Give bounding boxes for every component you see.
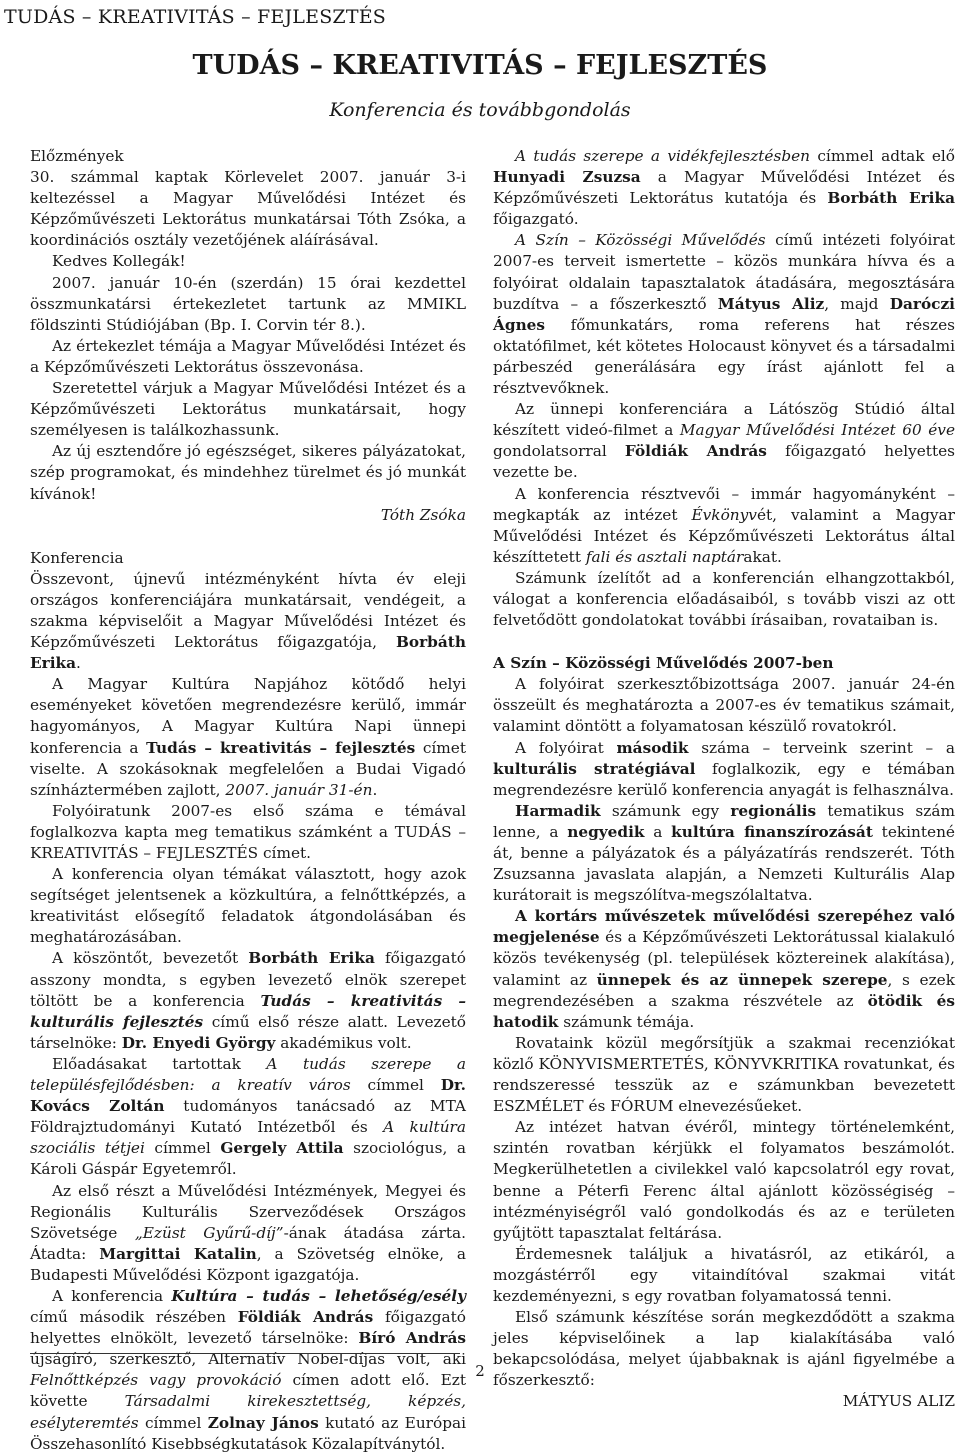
section-heading-szin-2007: A Szín – Közösségi Művelődés 2007-ben [493,654,834,673]
paragraph: Rovataink közül megőrsítjük a szakmai recenziókat közlő KÖNYVISMERTETÉS, KÖNYVKRITIKA rovatunkat, és rendszeressé tesszük az e számunkban bevezetett ESZMÉLET és FÓRUM elnevezésűeket. [493,1033,955,1116]
paragraph: Az ünnepi konferenciára a Látószög Stúdió által készített videó-filmet a Magyar Művelődési Intézet 60 éve gondolatsorral Földiák András főigazgató helyettes vezette be. [493,400,955,482]
paragraph: A köszöntőt, bevezetőt Borbáth Erika főigazgató asszony mondta, s egyben levezető elnök szerepet töltött be a konferencia Tudás – kreativitás – kulturális fejlesztés című első része alatt. Levezető társelnöke: Dr. Enyedi György akadémikus volt. [30,949,466,1052]
paragraph: Az új esztendőre jó egészséget, sikeres pályázatokat, szép programokat, és mindehhez türelmet és jó munkát kívánok! [30,442,466,503]
running-head: TUDÁS – KREATIVITÁS – FEJLESZTÉS [4,6,386,28]
paragraph: Az intézet hatvan évéről, mintegy történelemként, szintén rovatban kérjükk el folyamatos beszámolót. Megkerülhetetlen a civilekkel való kapcsolatról egy rovat, benne a Péterfi Ferenc által ajánlott közösségiség – intézményiségről való gondolkodás és az e területen gyűjtött tapasztalat feltárása. [493,1118,955,1242]
paragraph: Számunk ízelítőt ad a konferencián elhangzottakból, válogat a konferencia előadásaiból, s tovább viszi az ott felvetődött gondolatokat további írásaiban, rovataiban is. [493,568,955,630]
signature: MÁTYUS ALIZ [842,1392,955,1411]
page-number: 2 [475,1362,485,1380]
paragraph: A tudás szerepe a vidékfejlesztésben címmel adtak elő Hunyadi Zsuzsa a Magyar Művelődési Intézet és Képzőművészeti Lektorátus kutatója és Borbáth Erika főigazgató. [493,147,955,229]
paragraph: 2007. január 10-én (szerdán) 15 órai kezdettel összmunkatársi értekezletet tartunk az MMIKL földszinti Stúdiójában (Bp. I. Corvin tér 8.). [30,273,466,334]
paragraph: Első számunk készítése során megkezdődött a szakma jeles képviselőinek a lap kialakításába való bekapcsolódása, melyet újabbaknak is ajánl figyelmébe a főszerkesztő: [493,1308,955,1390]
paragraph: A Szín – Közösségi Művelődés című intézeti folyóirat 2007-es terveit ismertette – közös munkára hívva és a folyóirat oldalain tapasztalatok átadására, megosztására buzdítva – a főszerkesztő Mátyus Aliz, majd Daróczi Ágnes főmunkatárs, roma referens hat részes oktatófilmet, két kötetes Holocaust könyvet és a társadalmi párbeszéd generálására egy írást ajánlott fel a résztvevőknek. [493,231,955,398]
footer-rule [30,1353,460,1354]
paragraph: Az első részt a Művelődési Intézmények, Megyei és Regionális Kulturális Szerveződések Országos Szövetsége „Ezüst Gyűrű-díj”-ának átadása zárta. Átadta: Margittai Katalin, a Szövetség elnöke, a Budapesti Művelődési Központ igazgatója. [30,1181,466,1284]
paragraph: Összevont, újnevű intézményként hívta év eleji országos konferenciájára munkatársait, vendégeit, a szakma képviselőit a Magyar Művelődési Intézet és Képzőművészeti Lektorátus főigazgatója, Borbáth Erika. [30,569,466,673]
paragraph: Szeretettel várjuk a Magyar Művelődési Intézet és a Képzőművészeti Lektorátus munkatársait, hogy személyesen is találkozhassunk. [30,379,466,440]
page-subtitle: Konferencia és továbbgondolás [329,99,631,121]
paragraph: A folyóirat szerkesztőbizottsága 2007. január 24-én összeült és meghatározta a 2007-es év tematikus számait, valamint döntött a folyamatosan készülő rovatokról. [493,675,955,736]
section-heading-konferencia: Konferencia [30,548,124,567]
paragraph: A Magyar Kultúra Napjához kötődő helyi eseményeket követően megrendezésre kerülő, immár hagyományos, A Magyar Kultúra Napi ünnepi konferencia a Tudás – kreativitás – fejlesztés címet viselte. A szokásoknak megfelelően a Budai Vigadó színháztermében zajlott, 2007. január 31-én. [30,675,466,799]
paragraph: A konferencia Kultúra – tudás – lehetőség/esély című második részében Földiák András főigazgató helyettes elnökölt, levezető társelnöke: Bíró András újságíró, szerkesztő, Alternatív Nobel-díjas volt, aki Felnőttképzés vagy provokáció címen adott elő. Ezt követte Társadalmi kirekesztettség, képzés, esélyteremtés címmel Zolnay János kutató az Európai Összehasonlító Kisebbségkutatások Közalapítványtól. [30,1286,466,1453]
paragraph: Harmadik számunk egy regionális tematikus szám lenne, a negyedik a kultúra finanszírozását tekintené át, benne a pályázatok és a pályázatírás rendszerét. Tóth Zsuzsanna javaslata alapján, a Nemzeti Kulturális Alap kurátorait is megszólítva-megszólaltatva. [493,801,955,905]
page-title: TUDÁS – KREATIVITÁS – FEJLESZTÉS [192,50,768,81]
paragraph: A konferencia olyan témákat választott, hogy azok segítséget jelentsenek a közkultúra, a felnőttképzés, a kreativitást elősegítő feladatok átgondolásában és meghatározásában. [30,865,466,947]
signature: Tóth Zsóka [380,505,466,524]
paragraph: Az értekezlet témája a Magyar Művelődési Intézet és a Képzőművészeti Lektorátus összevonása. [30,336,466,376]
paragraph: 30. számmal kaptak Körlevelet 2007. január 3-i keltezéssel a Magyar Művelődési Intézet és Képzőművészeti Lektorátus munkatársai Tóth Zsóka, a koordinációs osztály vezetőjének aláírásával. [30,168,466,250]
paragraph: A konferencia résztvevői – immár hagyományként – megkapták az intézet Évkönyvét, valamint a Magyar Művelődési Intézet és Képzőművészeti Lektorátus által készíttetett fali és asztali naptárakat. [493,484,955,566]
right-column [493,146,955,1413]
section-heading-elozmenyek: Előzmények [30,147,124,165]
left-column [30,146,466,1455]
paragraph: A folyóirat második száma – terveink szerint – a kulturális stratégiával foglalkozik, egy e témában megrendezésre kerülő konferencia anyagát is felhasználva. [493,738,955,799]
paragraph: Előadásakat tartottak A tudás szerepe a településfejlődésben: a kreatív város címmel Dr. Kovács Zoltán tudományos tanácsadó az MTA Földrajztudományi Kutató Intézetből és A kultúra szociális tétjei címmel Gergely Attila szociológus, a Károli Gáspár Egyetemről. [30,1054,466,1179]
paragraph: A kortárs művészetek művelődési szerepéhez való megjelenése és a Képzőművészeti Lektorátussal kialakuló közös tevékenység (pl. települések köztereinek alakítása), valamint az ünnepek és az ünnepek szerepe, s ezek megrendezésében a szakma részvétele az ötödik és hatodik számunk témája. [493,907,955,1031]
paragraph: Folyóiratunk 2007-es első száma e témával foglalkozva kapta meg tematikus számként a TUDÁS – KREATIVITÁS – FEJLESZTÉS címet. [30,801,466,862]
paragraph: Kedves Kollegák! [52,252,186,271]
paragraph: Érdemesnek találjuk a hivatásról, az etikáról, a mozgástérről egy vitaindítóval szakmai vitát kezdeményezni, s egy rovatban folyamatossá tenni. [493,1244,955,1305]
